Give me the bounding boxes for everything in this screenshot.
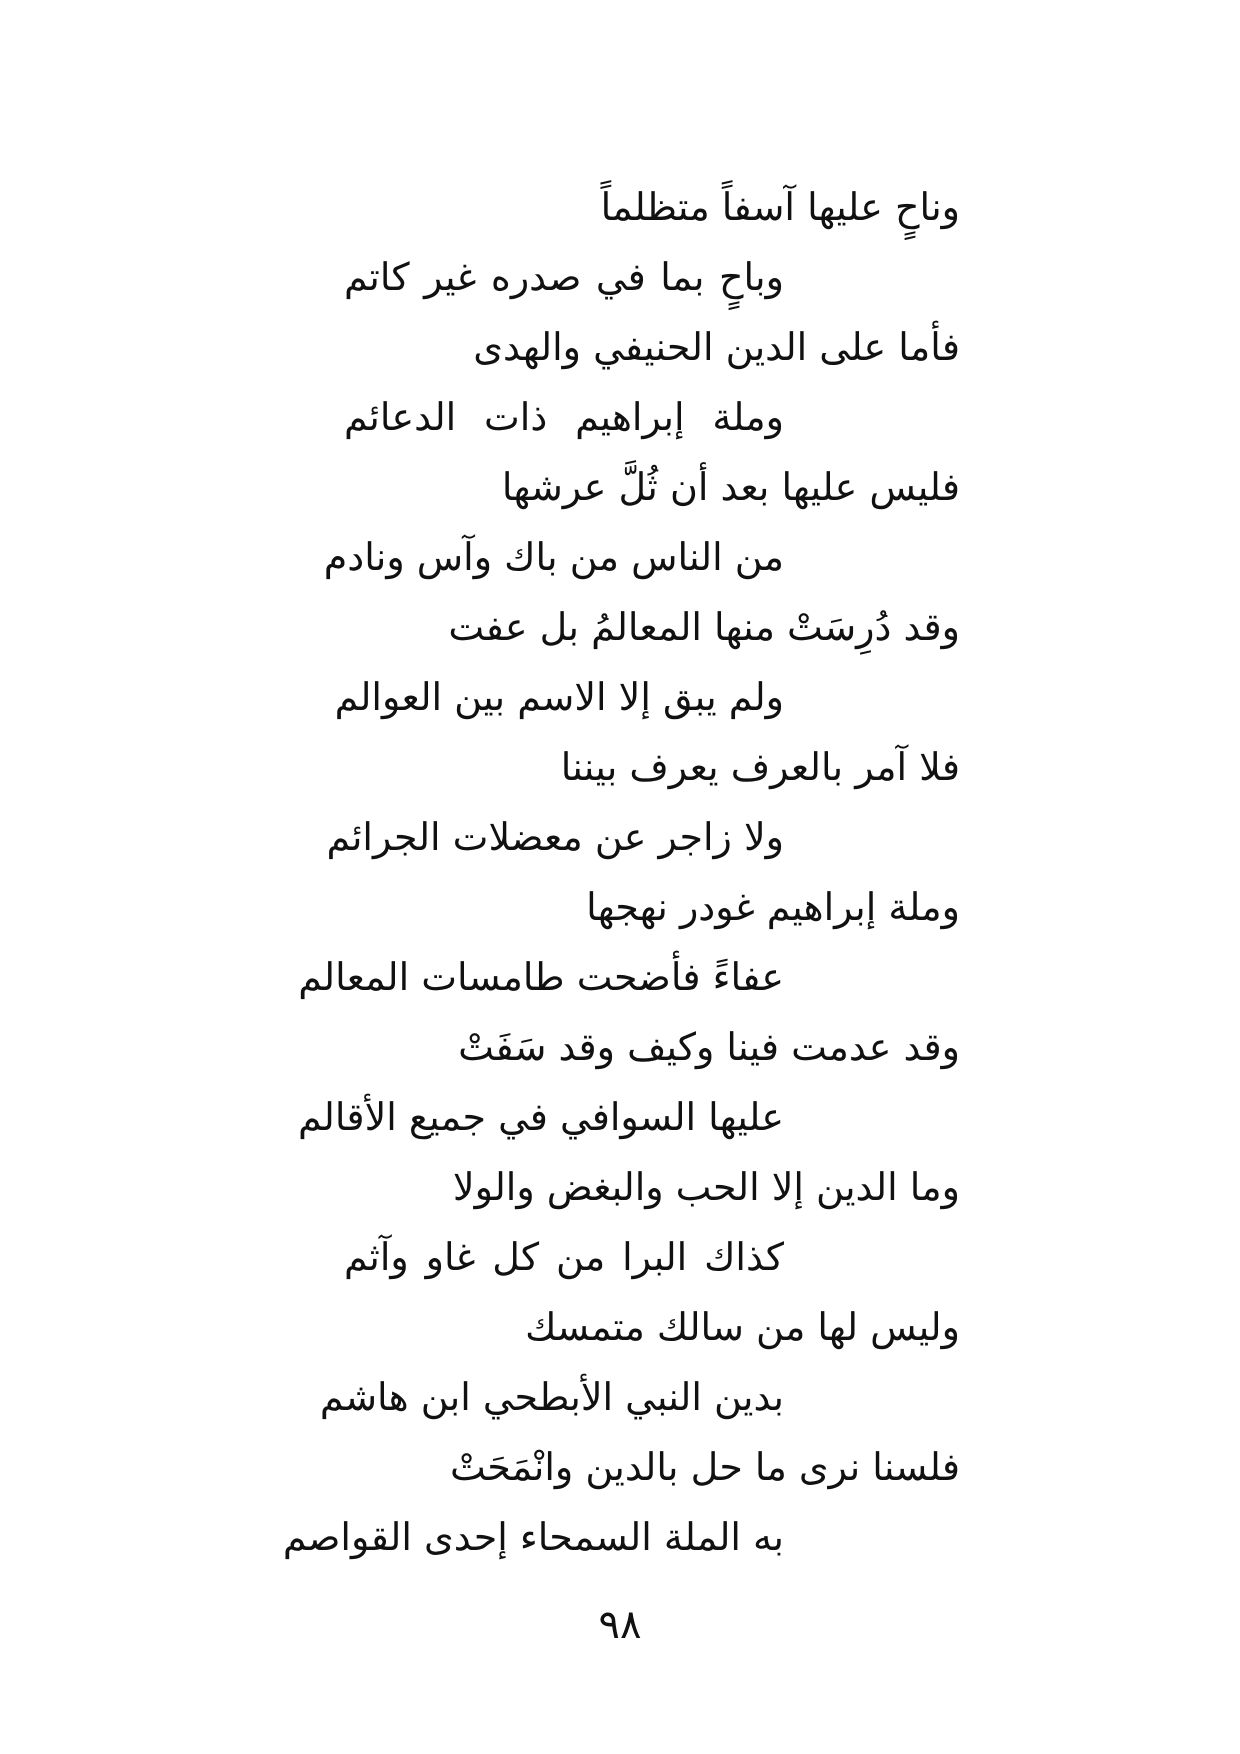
verse-4-second: ولم يبق إلا الاسم بين العوالم — [334, 675, 784, 719]
verse-4-first: وقد دُرِسَتْ منها المعالمُ بل عفت — [448, 605, 960, 649]
verse-9-second: بدين النبي الأبطحي ابن هاشم — [319, 1375, 784, 1419]
verse-2-first: فأما على الدين الحنيفي والهدى — [473, 325, 960, 369]
verse-8-second: كذاك البرا من كل غاو وآثم — [344, 1235, 784, 1279]
verse-7-second: عليها السوافي في جميع الأقالم — [297, 1095, 784, 1139]
verse-7-first: وقد عدمت فينا وكيف وقد سَفَتْ — [458, 1025, 960, 1069]
verse-6-first: وملة إبراهيم غودر نهجها — [586, 885, 960, 929]
verse-6-second: عفاءً فأضحت طامسات المعالم — [298, 955, 784, 999]
verse-8-first: وما الدين إلا الحب والبغض والولا — [452, 1165, 960, 1209]
verse-3-second: من الناس من باك وآس ونادم — [323, 535, 784, 579]
verse-5-first: فلا آمر بالعرف يعرف بيننا — [560, 745, 960, 789]
verse-5-second: ولا زاجر عن معضلات الجرائم — [326, 815, 784, 859]
verse-1-first: وناحٍ عليها آسفاً متظلماً — [600, 185, 960, 229]
verse-9-first: وليس لها من سالك متمسك — [525, 1305, 960, 1349]
page-number: ٩٨ — [598, 1602, 642, 1648]
verse-2-second: وملة إبراهيم ذات الدعائم — [344, 395, 784, 439]
verse-10-second: به الملة السمحاء إحدى القواصم — [282, 1515, 784, 1559]
verse-1-second: وباحٍ بما في صدره غير كاتم — [344, 255, 784, 299]
verse-3-first: فليس عليها بعد أن ثُلَّ عرشها — [501, 465, 960, 509]
verse-10-first: فلسنا نرى ما حل بالدين وانْمَحَتْ — [449, 1445, 960, 1489]
